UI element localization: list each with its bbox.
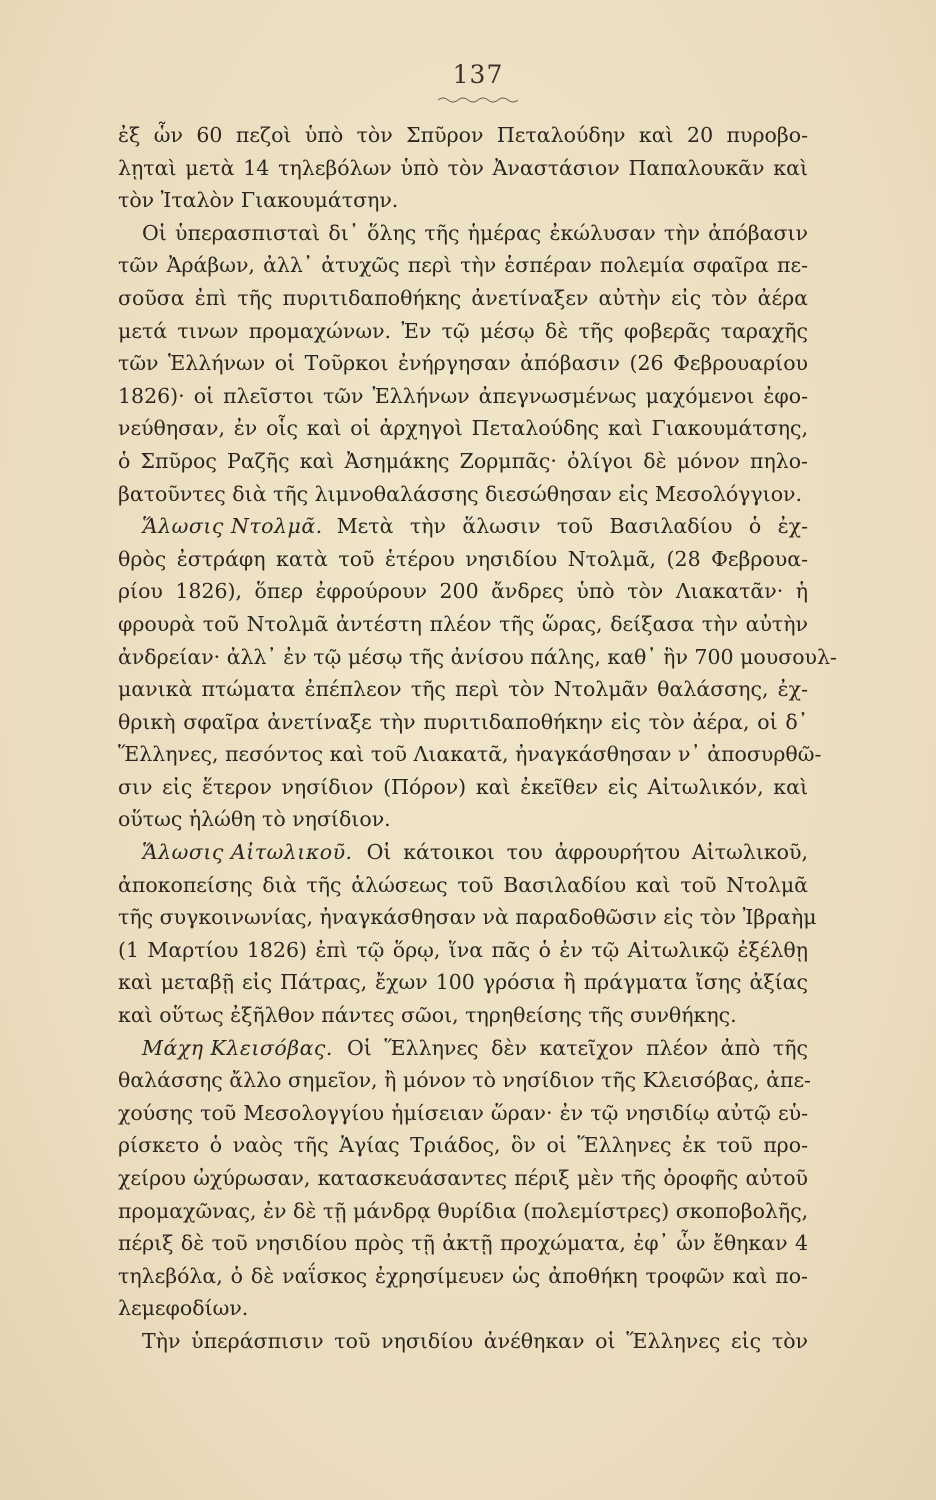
line-text: ἀνδρείαν· ἀλλ᾽ ἐν τῷ μέσῳ τῆς ἀνίσου πάλης, καθ᾽ ἣν 700 μουσουλ-: [118, 644, 837, 669]
line-text: θρικὴ σφαῖρα ἀνετίναξε τὴν πυριτιδαποθήκην εἰς τὸν ἀέρα, οἱ δ᾽: [118, 709, 808, 734]
body-text: [118, 119, 837, 1358]
line-text: θρὸς ἐστράφη κατὰ τοῦ ἑτέρου νησιδίου Ντολμᾶ, (28 Φεβρουα-: [118, 546, 808, 571]
text-line: [118, 1227, 808, 1260]
text-line: [118, 1325, 808, 1358]
line-text: τῶν Ἀράβων, ἀλλ᾽ ἀτυχῶς περὶ τὴν ἑσπέραν πολεμία σφαῖρα πε-: [118, 253, 808, 278]
text-line: [118, 836, 808, 869]
text-line: [118, 1195, 808, 1228]
text-line: [118, 478, 808, 511]
text-line: [118, 869, 808, 902]
line-text: πέριξ δὲ τοῦ νησιδίου πρὸς τῇ ἀκτῇ προχώματα, ἐφ᾽ ὧν ἔθηκαν 4: [118, 1231, 808, 1256]
text-line: [118, 999, 808, 1032]
line-text: ρίου 1826), ὅπερ ἐφρούρουν 200 ἄνδρες ὑπὸ τὸν Λιακατᾶν· ἡ: [118, 579, 808, 604]
text-line: [118, 803, 808, 836]
line-text: προμαχῶνας, ἐν δὲ τῇ μάνδρᾳ θυρίδια (πολεμίστρες) σκοποβολῆς,: [118, 1198, 809, 1223]
line-text: καὶ μεταβῇ εἰς Πάτρας, ἔχων 100 γρόσια ἢ πράγματα ἴσης ἀξίας: [118, 970, 808, 995]
text-line: [118, 249, 808, 282]
text-line: [118, 510, 808, 543]
text-line: [118, 771, 808, 804]
line-text: λεμεφοδίων.: [118, 1296, 249, 1321]
text-line: [118, 1162, 808, 1195]
line-text: Ἕλληνες, πεσόντος καὶ τοῦ Λιακατᾶ, ἠναγκάσθησαν ν᾽ ἀποσυρθῶ-: [118, 742, 822, 767]
line-text: ἀποκοπείσης διὰ τῆς ἁλώσεως τοῦ Βασιλαδίου καὶ τοῦ Ντολμᾶ: [118, 872, 808, 897]
line-text: (1 Μαρτίου 1826) ἐπὶ τῷ ὅρῳ, ἵνα πᾶς ὁ ἐν τῷ Αἰτωλικῷ ἐξέλθῃ: [118, 937, 808, 962]
text-line: [118, 1129, 808, 1162]
text-line: [118, 608, 808, 641]
text-line: [118, 641, 837, 674]
text-line: [118, 184, 808, 217]
line-text: χούσης τοῦ Μεσολογγίου ἡμίσειαν ὥραν· ἐν τῷ νησιδίῳ αὐτῷ εὑ-: [118, 1100, 808, 1125]
text-line: [118, 1260, 808, 1293]
text-line: [118, 1292, 808, 1325]
line-text: Οἱ κάτοικοι του ἀφρουρήτου Αἰτωλικοῦ,: [366, 840, 808, 865]
line-text: μανικὰ πτώματα ἐπέπλεον τῆς περὶ τὸν Ντολμᾶν θαλάσσης, ἐχ-: [118, 677, 808, 702]
text-line: [118, 1064, 811, 1097]
line-text: σοῦσα ἐπὶ τῆς πυριτιδαποθήκης ἀνετίναξεν αὐτὴν εἰς τὸν ἀέρα: [118, 285, 808, 310]
line-text: ὁ Σπῦρος Ραζῆς καὶ Ἀσημάκης Ζορμπᾶς· ὀλίγοι δὲ μόνον πηλο-: [118, 448, 808, 473]
text-line: [118, 934, 808, 967]
text-line: [118, 543, 808, 576]
line-text: μετά τινων προμαχώνων. Ἐν τῷ μέσῳ δὲ τῆς φοβερᾶς ταραχῆς: [118, 318, 808, 343]
text-line: [118, 217, 808, 250]
line-text: Οἱ ὑπερασπισταὶ δι᾽ ὅλης τῆς ἡμέρας ἐκώλυσαν τὴν ἀπόβασιν: [142, 220, 808, 245]
text-line: [118, 445, 808, 478]
text-line: [118, 282, 808, 315]
line-text: τὸν Ἰταλὸν Γιακουμάτσην.: [118, 188, 399, 213]
text-line: [118, 152, 808, 185]
line-text: θαλάσσης ἄλλο σημεῖον, ἢ μόνον τὸ νησίδιον τῆς Κλεισόβας, ἀπε-: [118, 1068, 811, 1093]
line-text: λῃταὶ μετὰ 14 τηλεβόλων ὑπὸ τὸν Ἀναστάσιον Παπαλουκᾶν καὶ: [118, 155, 808, 180]
line-text: Μετὰ τὴν ἅλωσιν τοῦ Βασιλαδίου ὁ ἐχ-: [336, 514, 808, 539]
line-text: φρουρὰ τοῦ Ντολμᾶ ἀντέστη πλέον τῆς ὥρας, δείξασα τὴν αὐτὴν: [118, 611, 808, 636]
line-text: νεύθησαν, ἐν οἷς καὶ οἱ ἀρχηγοὶ Πεταλούδης καὶ Γιακουμάτσης,: [118, 416, 808, 441]
text-line: [118, 1032, 808, 1065]
line-text: τῶν Ἑλλήνων οἱ Τοῦρκοι ἐνήργησαν ἀπόβασιν (26 Φεβρουαρίου: [118, 351, 808, 376]
line-text: 1826)· οἱ πλεῖστοι τῶν Ἑλλήνων ἀπεγνωσμένως μαχόμενοι ἐφο-: [118, 383, 808, 408]
line-text: Οἱ Ἕλληνες δὲν κατεῖχον πλέον ἀπὸ τῆς: [346, 1035, 808, 1060]
text-line: [118, 673, 808, 706]
text-line: [118, 347, 808, 380]
section-heading: Ἅλωσις Αἰτωλικοῦ.: [142, 840, 353, 865]
section-heading: Μάχη Κλεισόβας.: [142, 1035, 333, 1060]
text-line: [118, 706, 808, 739]
line-text: τηλεβόλα, ὁ δὲ ναΐσκος ἐχρησίμευεν ὡς ἀποθήκη τροφῶν καὶ πο-: [118, 1263, 808, 1288]
text-line: [118, 738, 822, 771]
text-line: [118, 1097, 808, 1130]
line-text: σιν εἰς ἕτερον νησίδιον (Πόρον) καὶ ἐκεῖθεν εἰς Αἰτωλικόν, καὶ: [118, 774, 808, 799]
page-number: 137: [452, 60, 504, 89]
line-text: χείρου ὠχύρωσαν, κατασκευάσαντες πέριξ μὲν τῆς ὀροφῆς αὐτοῦ: [118, 1166, 808, 1190]
text-line: [118, 901, 817, 934]
line-text: Τὴν ὑπεράσπισιν τοῦ νησιδίου ἀνέθηκαν οἱ Ἕλληνες εἰς τὸν: [142, 1328, 808, 1353]
line-text: τῆς συγκοινωνίας, ἠναγκάσθησαν νὰ παραδοθῶσιν εἰς τὸν Ἰβραὴμ: [118, 905, 817, 930]
line-text: οὕτως ἡλώθη τὸ νησίδιον.: [118, 807, 391, 832]
text-line: [118, 412, 808, 445]
line-text: ἐξ ὧν 60 πεζοὶ ὑπὸ τὸν Σπῦρον Πεταλούδην καὶ 20 πυροβο-: [118, 123, 808, 147]
line-text: ρίσκετο ὁ ναὸς τῆς Ἁγίας Τριάδος, ὃν οἱ Ἕλληνες ἐκ τοῦ προ-: [118, 1133, 808, 1158]
text-line: [118, 315, 808, 348]
text-line: [118, 119, 808, 152]
line-text: καὶ οὕτως ἐξῆλθον πάντες σῶοι, τηρηθείσης τῆς συνθήκης.: [118, 1003, 737, 1028]
section-heading: Ἅλωσις Ντολμᾶ.: [142, 514, 323, 539]
text-line: [118, 575, 808, 608]
text-line: [118, 966, 808, 999]
wavy-rule-ornament: [438, 95, 518, 105]
text-line: [118, 380, 808, 413]
line-text: βατοῦντες διὰ τῆς λιμνοθαλάσσης διεσώθησαν εἰς Μεσολόγγιον.: [118, 481, 803, 506]
